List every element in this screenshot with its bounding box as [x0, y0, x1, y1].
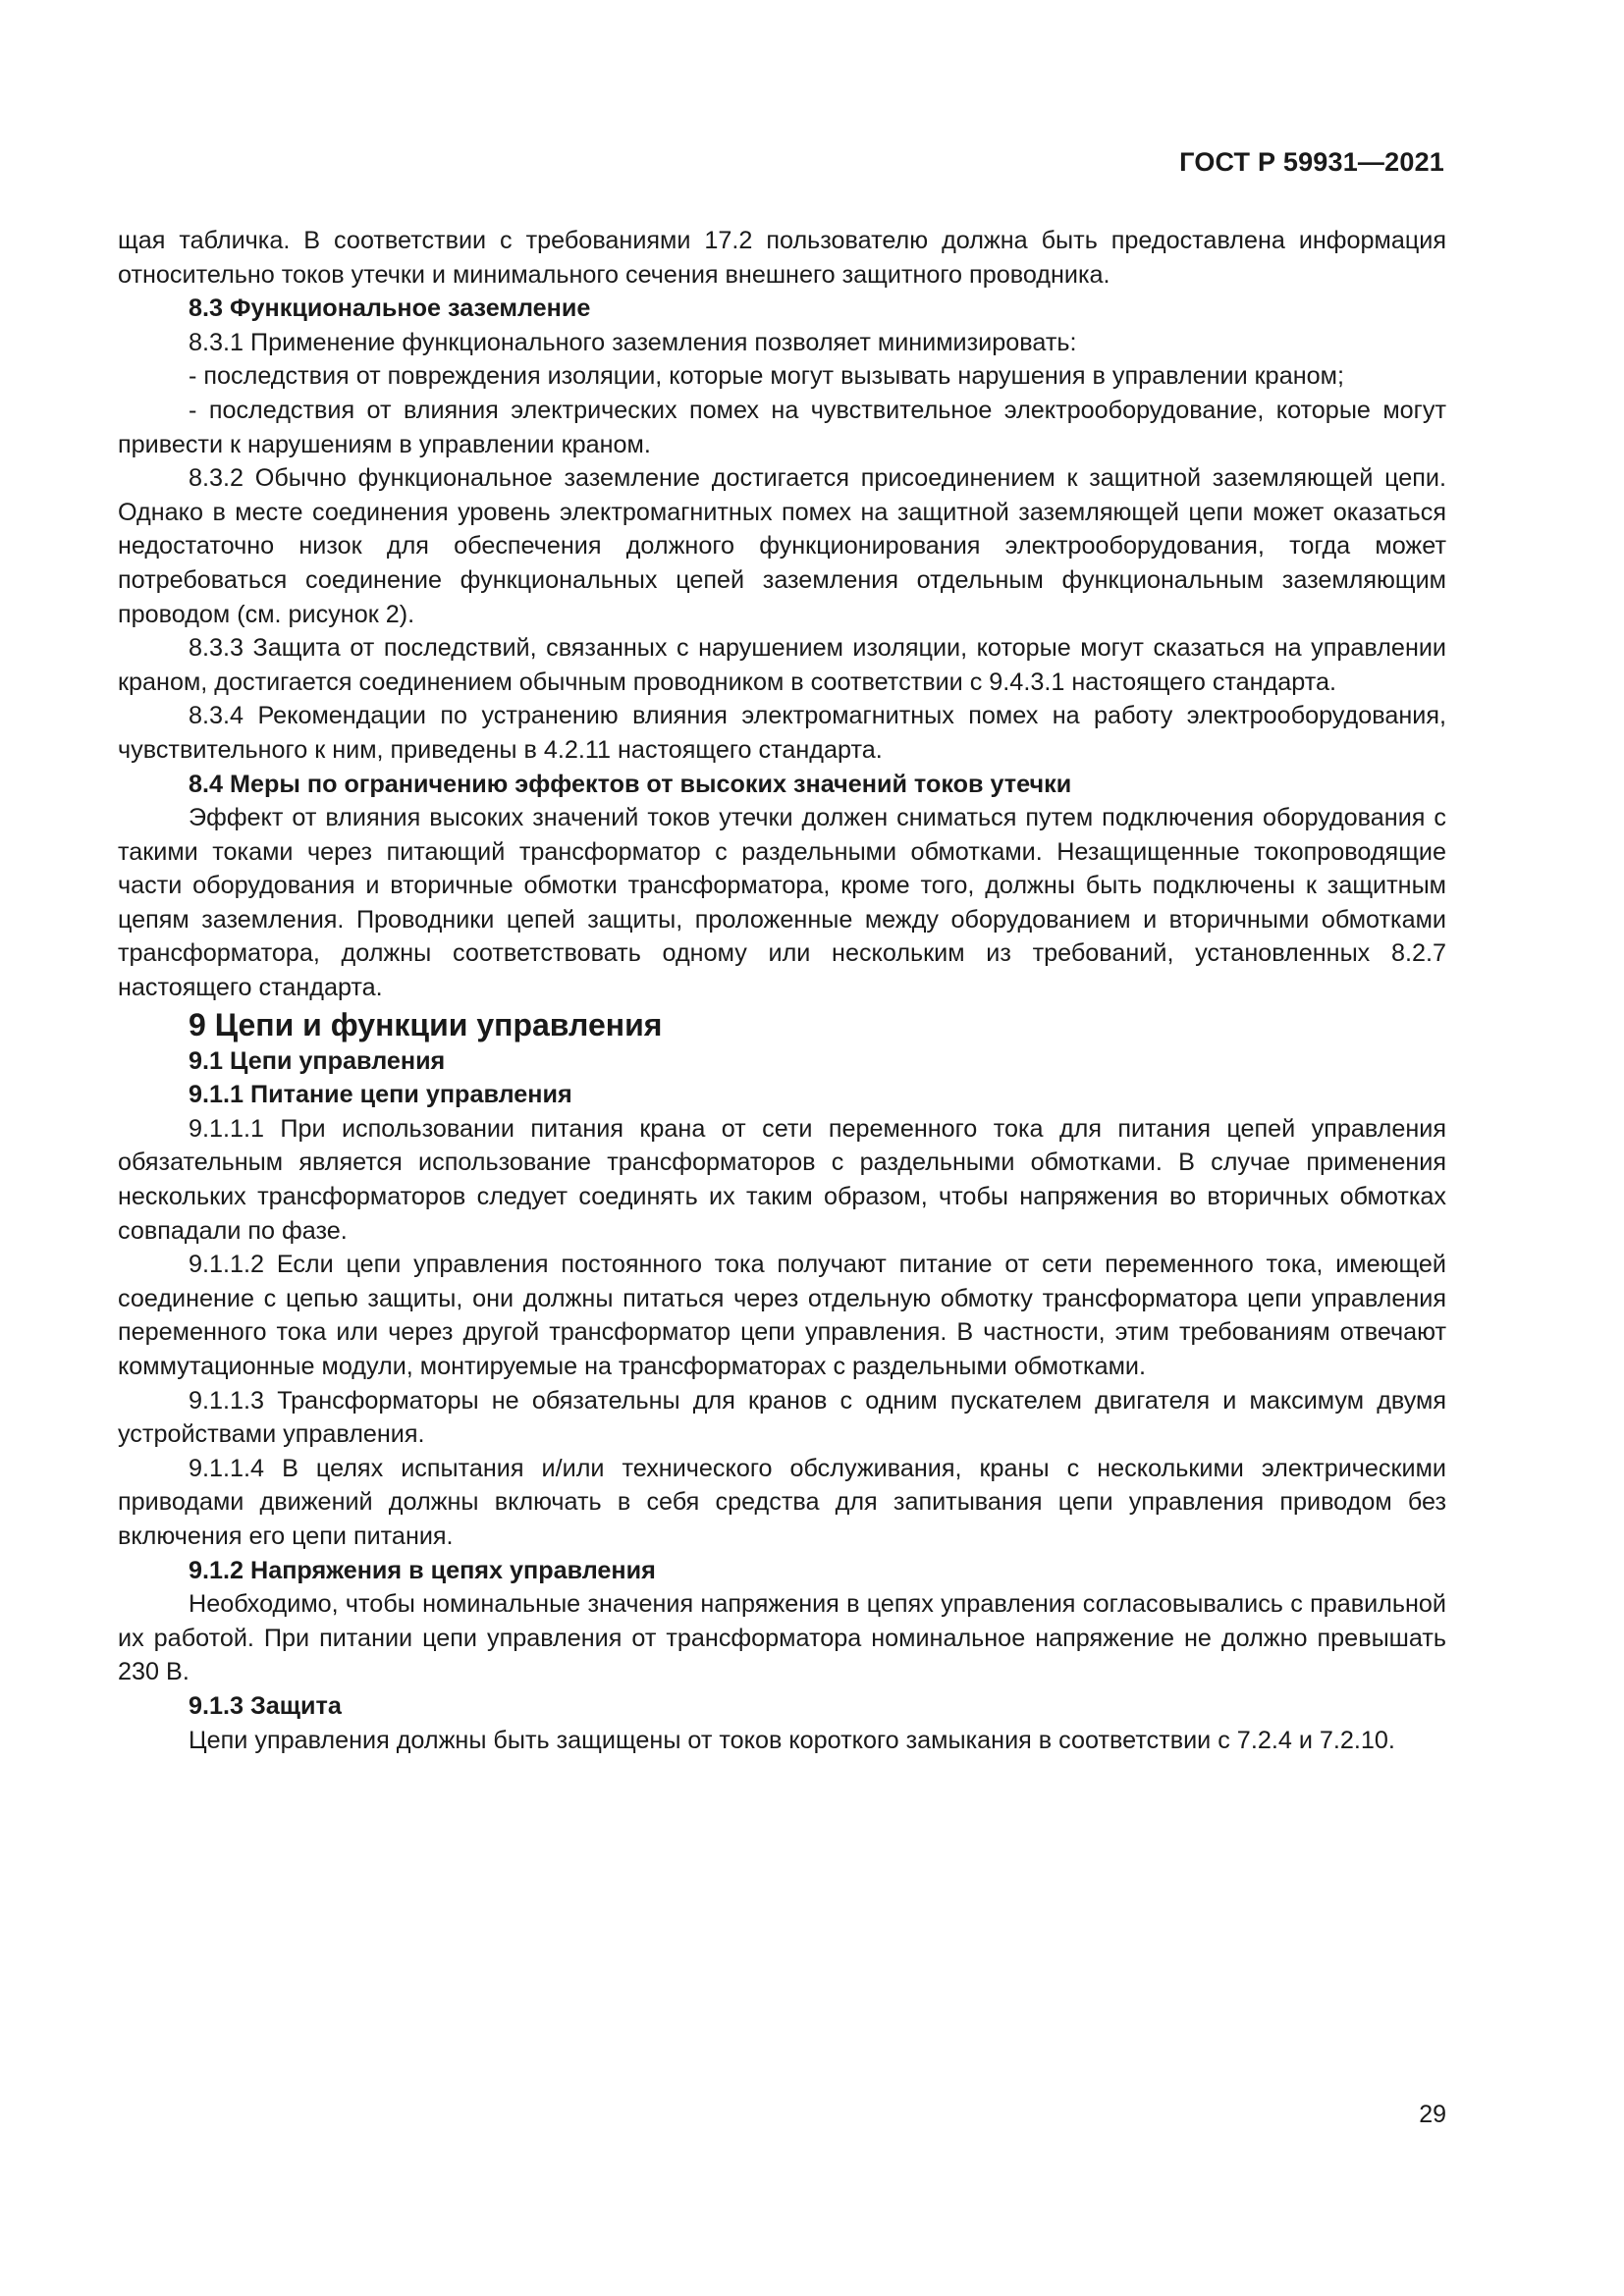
- section-title-9: 9 Цепи и функции управления: [189, 1006, 663, 1042]
- list-item-8-3-1-b: - последствия от влияния электрических помех на чувствительное электрооборудование, которые могут привести к нарушениям в управлении краном.: [118, 396, 1446, 458]
- paragraph-8-3-1: 8.3.1 Применение функционального заземления позволяет минимизировать:: [189, 328, 1077, 356]
- heading-8-4: 8.4 Меры по ограничению эффектов от высоких значений токов утечки: [189, 770, 1072, 798]
- paragraph-8-3-4: 8.3.4 Рекомендации по устранению влияния электромагнитных помех на работу электрооборудования, чувствительного к ним, приведены в 4.2.11 настоящего стандарта.: [118, 702, 1446, 764]
- paragraph-8-3-2: 8.3.2 Обычно функциональное заземление достигается присоединением к защитной заземляющей цепи. Однако в месте соединения уровень электромагнитных помех на защитной заземляющей цепи может оказаться недостаточно низок для обеспечения должного функционирования электрооборудования, тогда может потребоваться соединение функциональных цепей заземления отдельным функциональным заземляющим проводом (см. рисунок 2).: [118, 464, 1446, 628]
- paragraph-intro: щая табличка. В соответствии с требованиями 17.2 пользователю должна быть предоставлена информация относительно токов утечки и минимального сечения внешнего защитного проводника.: [118, 227, 1446, 289]
- heading-9-1: 9.1 Цепи управления: [189, 1046, 446, 1075]
- page-number: 29: [1419, 2101, 1446, 2128]
- heading-9-1-3: 9.1.3 Защита: [189, 1691, 342, 1720]
- paragraph-9-1-1-4: 9.1.1.4 В целях испытания и/или технического обслуживания, краны с несколькими электрическими приводами движений должны включать в себя средства для запитывания цепи управления приводом без включения его цепи питания.: [118, 1454, 1446, 1550]
- document-code: ГОСТ Р 59931—2021: [1179, 147, 1444, 177]
- paragraph-8-3-3: 8.3.3 Защита от последствий, связанных с нарушением изоляции, которые могут сказаться на управлении краном, достигается соединением обычным проводником в соответствии с 9.4.3.1 настоящего стандарта.: [118, 634, 1446, 696]
- paragraph-8-4: Эффект от влияния высоких значений токов утечки должен сниматься путем подключения оборудования с такими токами через питающий трансформатор с раздельными обмотками. Незащищенные токопроводящие части оборудования и вторичные обмотки трансформатора, кроме того, должны быть подключены к защитным цепям заземления. Проводники цепей защиты, проложенные между оборудованием и вторичными обмотками трансформатора, должны соответствовать одному или нескольким из требований, установленных 8.2.7 настоящего стандарта.: [118, 804, 1446, 1002]
- paragraph-9-1-1-1: 9.1.1.1 При использовании питания крана от сети переменного тока для питания цепей управления обязательным является использование трансформаторов с раздельными обмотками. В случае применения нескольких трансформаторов следует соединять их таким образом, чтобы напряжения во вторичных обмотках совпадали по фазе.: [118, 1114, 1446, 1245]
- page-body: [118, 224, 1446, 1757]
- paragraph-9-1-1-3: 9.1.1.3 Трансформаторы не обязательны для кранов с одним пускателем двигателя и максимум двумя устройствами управления.: [118, 1386, 1446, 1449]
- heading-9-1-2: 9.1.2 Напряжения в цепях управления: [189, 1556, 656, 1584]
- paragraph-9-1-1-2: 9.1.1.2 Если цепи управления постоянного тока получают питание от сети переменного тока, имеющей соединение с цепью защиты, они должны питаться через отдельную обмотку трансформатора цепи управления переменного тока или через другой трансформатор цепи управления. В частности, этим требованиям отвечают коммутационные модули, монтируемые на трансформаторах с раздельными обмотками.: [118, 1251, 1446, 1380]
- paragraph-9-1-3: Цепи управления должны быть защищены от токов короткого замыкания в соответствии с 7.2.4 и 7.2.10.: [189, 1726, 1395, 1754]
- list-item-8-3-1-a: - последствия от повреждения изоляции, которые могут вызывать нарушения в управлении краном;: [189, 362, 1344, 391]
- paragraph-9-1-2: Необходимо, чтобы номинальные значения напряжения в цепях управления согласовывались с правильной их работой. При питании цепи управления от трансформатора номинальное напряжение не должно превышать 230 В.: [118, 1590, 1446, 1686]
- heading-9-1-1: 9.1.1 Питание цепи управления: [189, 1081, 572, 1109]
- heading-8-3: 8.3 Функциональное заземление: [189, 294, 591, 323]
